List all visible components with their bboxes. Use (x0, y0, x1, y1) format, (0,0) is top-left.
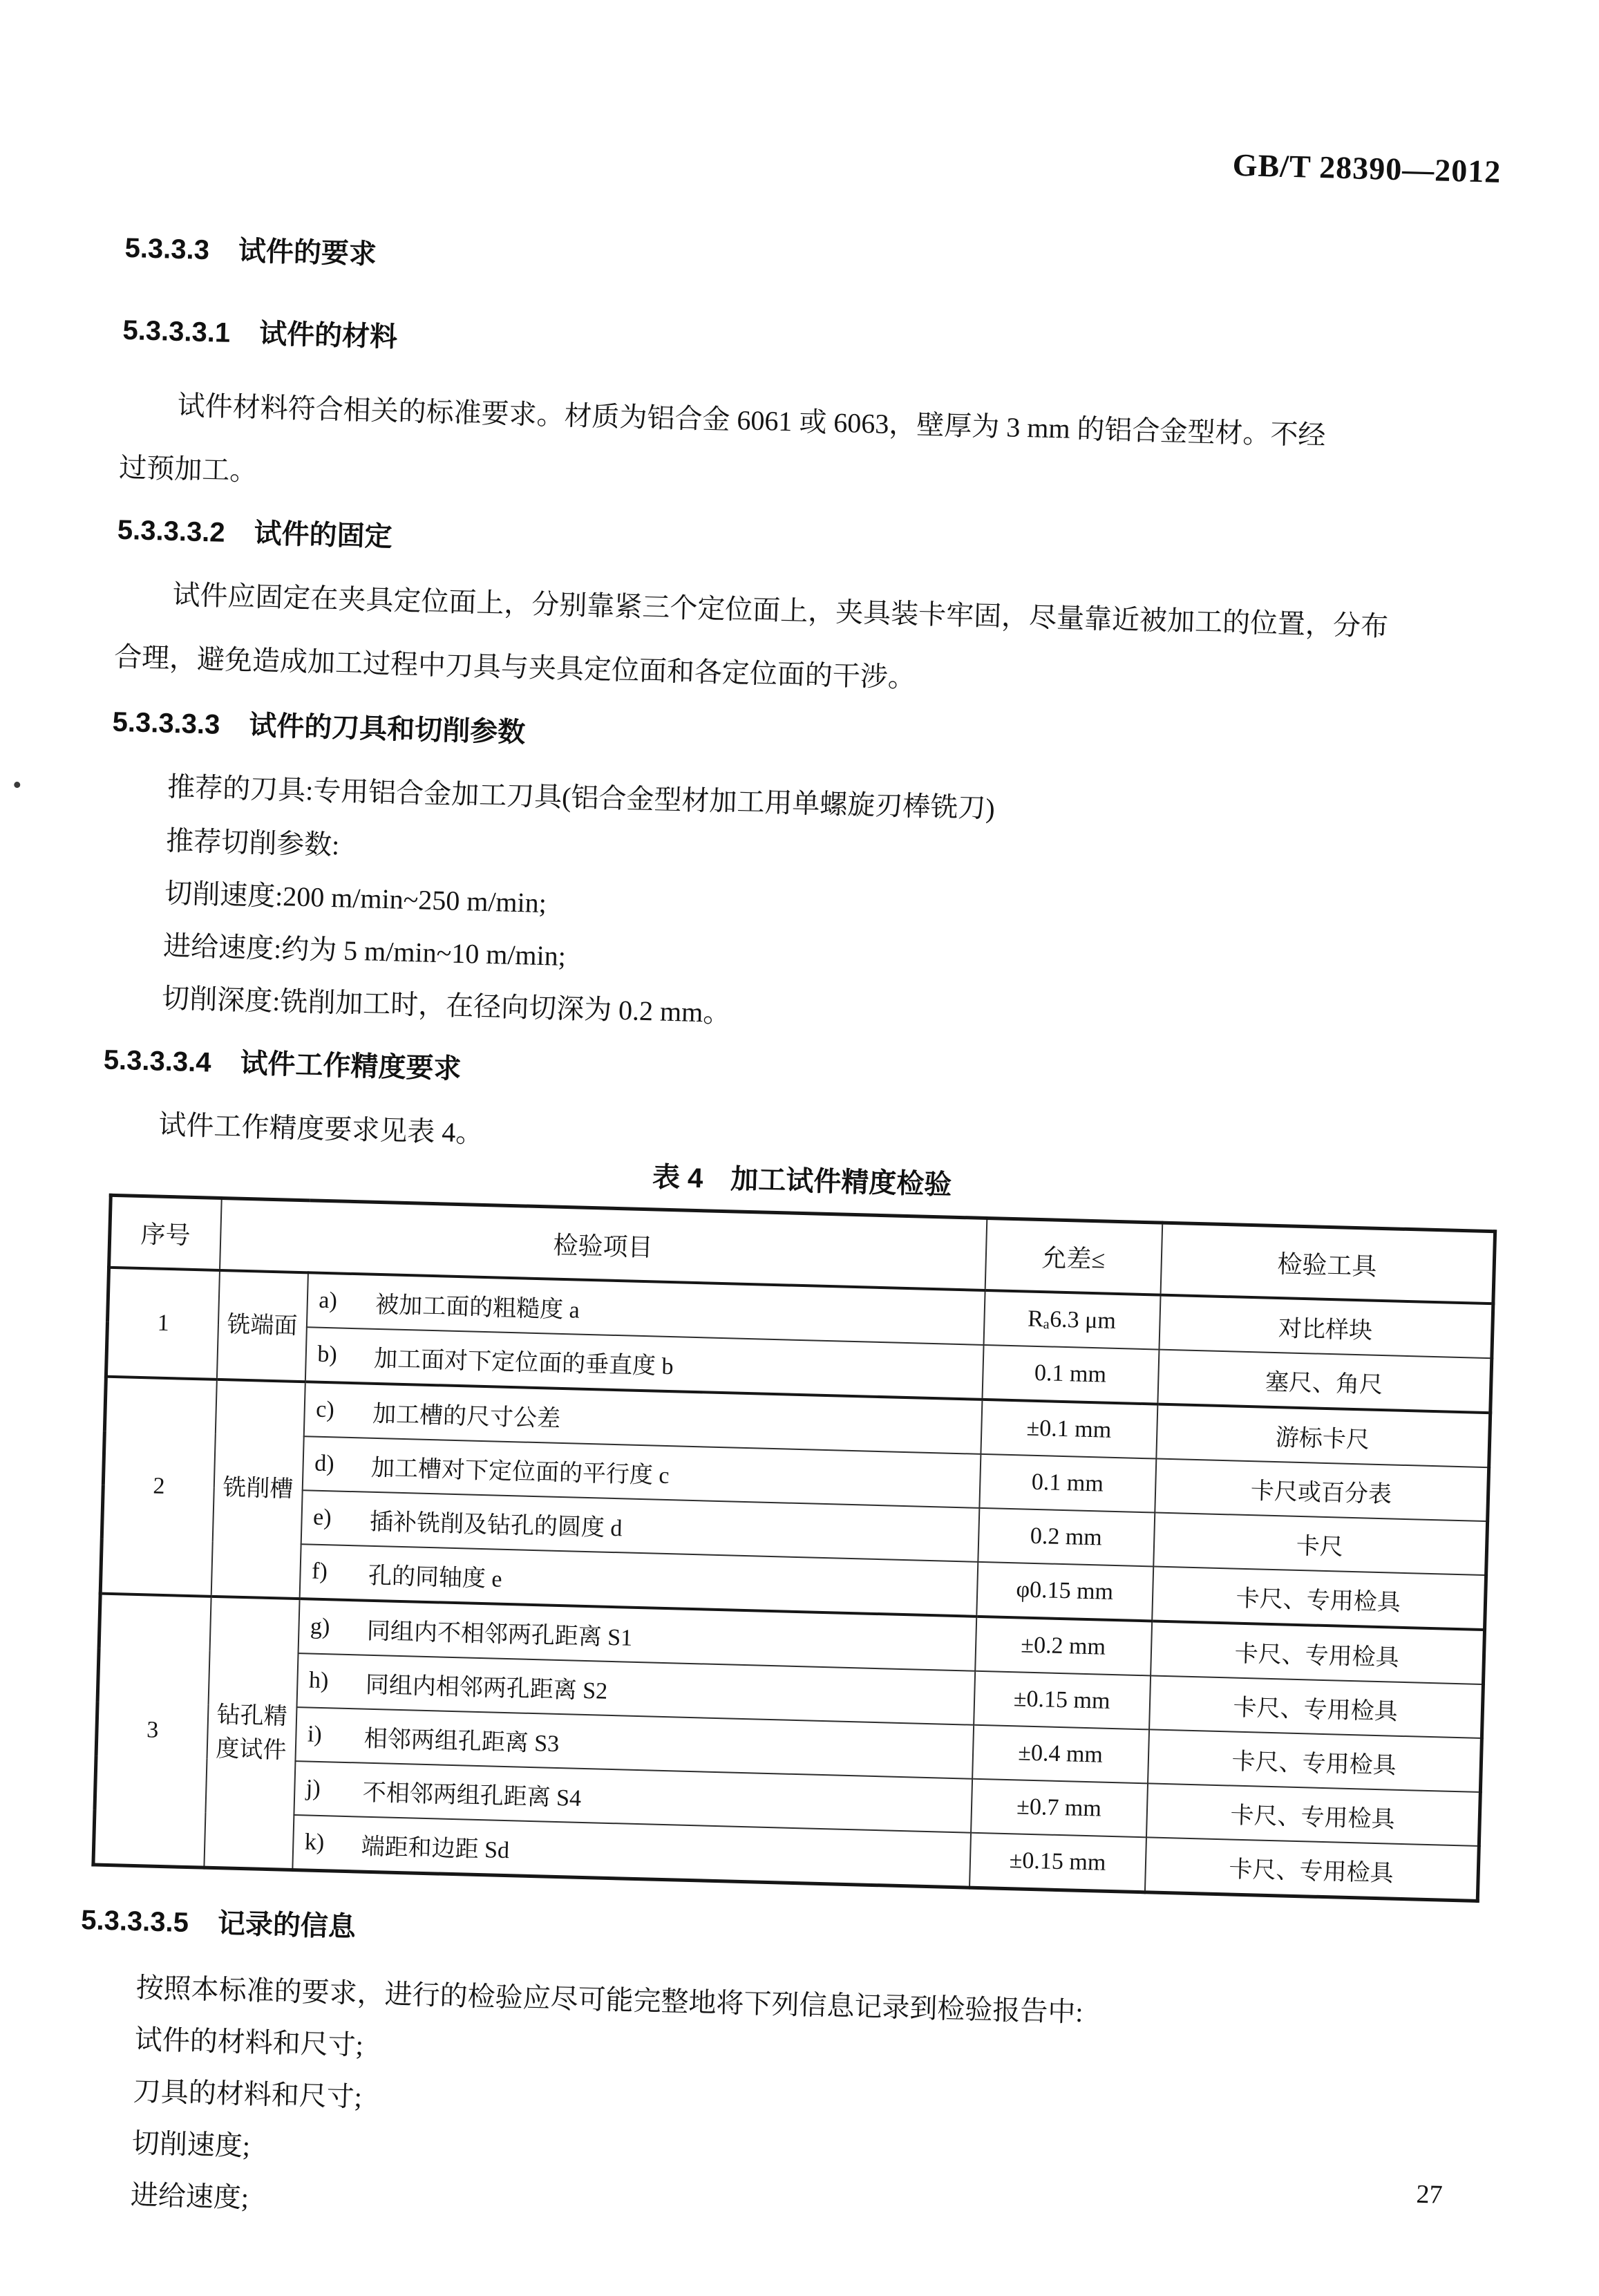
tolerance-cell: ±0.4 mm (972, 1725, 1149, 1784)
heading-number: 5.3.3.3.4 (103, 1044, 212, 1078)
item-text: 不相邻两组孔距离 S4 (362, 1780, 582, 1812)
paragraph-line: 按照本标准的要求，进行的检验应尽可能完整地将下列信息记录到检验报告中: (135, 1972, 1084, 2029)
item-text: 被加工面的粗糙度 a (375, 1292, 580, 1324)
tool-cell: 卡尺、专用检具 (1149, 1675, 1484, 1738)
item-key: b) (316, 1341, 338, 1368)
paragraph-line: 试件材料符合相关的标准要求。材质为铝合金 6061 或 6063，壁厚为 3 mm 的铝合金型材。不经 (177, 389, 1326, 451)
item-text: 端距和边距 Sd (361, 1834, 510, 1863)
paragraph-line: 推荐的刀具:专用铝合金加工刀具(铝合金型材加工用单螺旋刃棒铣刀) (167, 771, 996, 825)
heading-53333 (112, 700, 526, 751)
item-key: i) (307, 1721, 323, 1748)
scan-speck (14, 782, 20, 788)
tolerance-cell: φ0.15 mm (976, 1562, 1153, 1621)
item-key: h) (308, 1667, 329, 1694)
heading-5333 (124, 226, 377, 272)
paragraph-line: 试件工作精度要求见表 4。 (158, 1109, 484, 1149)
tool-cell: 卡尺、专用检具 (1152, 1566, 1486, 1630)
tool-cell: 游标卡尺 (1156, 1404, 1491, 1468)
tolerance-cell: ±0.1 mm (981, 1400, 1157, 1459)
heading-number: 5.3.3.3.3 (112, 706, 220, 740)
col-header-tolerance: 允差≤ (985, 1218, 1162, 1295)
paragraph-line: 合理，避免造成加工过程中刀具与夹具定位面和各定位面的干涉。 (113, 641, 916, 694)
tool-cell: 对比样块 (1159, 1295, 1493, 1359)
serial-cell: 3 (93, 1594, 211, 1868)
heading-number: 5.3.3.3.2 (117, 514, 226, 548)
item-text: 同组内不相邻两孔距离 S1 (366, 1618, 633, 1651)
category-cell: 钻孔精度试件 (204, 1597, 299, 1870)
item-key: j) (305, 1775, 321, 1802)
item-text: 加工面对下定位面的垂直度 b (373, 1346, 674, 1380)
paragraph-line: 切削速度:200 m/min~250 m/min; (164, 877, 547, 919)
tolerance-cell: ±0.2 mm (975, 1617, 1152, 1676)
item-key: d) (314, 1450, 335, 1477)
tolerance-cell: ±0.7 mm (971, 1779, 1148, 1838)
serial-cell: 2 (100, 1377, 216, 1597)
col-header-item: 检验项目 (219, 1198, 986, 1290)
heading-title: 试件工作精度要求 (239, 1048, 462, 1084)
col-header-serial: 序号 (109, 1195, 222, 1270)
list-item-line: 刀具的材料和尺寸; (133, 2076, 363, 2113)
heading-number: 5.3.3.3.5 (80, 1905, 189, 1939)
heading-number: 5.3.3.3.1 (122, 314, 231, 348)
heading-53331 (122, 308, 398, 355)
heading-title: 试件的刀具和切削参数 (248, 710, 526, 749)
list-item-line: 进给速度; (130, 2179, 249, 2214)
serial-cell: 1 (106, 1268, 219, 1380)
heading-title: 试件的要求 (238, 236, 377, 270)
tolerance-cell: ±0.15 mm (974, 1671, 1151, 1730)
heading-53332 (117, 508, 392, 554)
heading-title: 记录的信息 (217, 1908, 357, 1943)
table-4 (91, 1194, 1497, 1903)
tool-cell: 卡尺、专用检具 (1151, 1621, 1485, 1684)
list-item-line: 切削速度; (131, 2127, 251, 2162)
paragraph-line: 试件应固定在夹具定位面上，分别靠紧三个定位面上，夹具装卡牢固，尽量靠近被加工的位置，分布 (171, 578, 1389, 642)
item-key: e) (312, 1504, 332, 1531)
table-4-title: 表 4 加工试件精度检验 (652, 1162, 952, 1201)
tolerance-cell: Rₐ6.3 μm (983, 1290, 1160, 1350)
heading-53335 (81, 1898, 357, 1944)
paragraph-line: 进给速度:约为 5 m/min~10 m/min; (162, 930, 567, 972)
item-text: 相邻两组孔距离 S3 (363, 1726, 560, 1757)
tool-cell: 塞尺、角尺 (1157, 1350, 1492, 1413)
heading-title: 试件的固定 (254, 518, 393, 553)
tool-cell: 卡尺或百分表 (1155, 1459, 1489, 1522)
item-text: 孔的同轴度 e (368, 1563, 503, 1592)
tolerance-cell: 0.1 mm (982, 1345, 1159, 1404)
item-key: a) (318, 1287, 338, 1314)
tolerance-cell: ±0.15 mm (969, 1833, 1146, 1892)
tolerance-cell: 0.2 mm (978, 1508, 1155, 1567)
item-key: f) (311, 1558, 328, 1585)
item-key: c) (315, 1396, 335, 1423)
item-key: k) (304, 1829, 325, 1856)
category-cell: 铣端面 (216, 1270, 308, 1382)
page-number: 27 (1416, 2179, 1444, 2210)
item-text: 插补铣削及钻孔的圆度 d (369, 1509, 623, 1541)
tool-cell: 卡尺、专用检具 (1148, 1729, 1482, 1792)
tool-cell: 卡尺 (1153, 1512, 1488, 1575)
standard-code-header: GB/T 28390—2012 (1232, 147, 1502, 189)
paragraph-line: 过预加工。 (118, 451, 258, 487)
col-header-tool: 检验工具 (1160, 1223, 1495, 1304)
list-item-line: 试件的材料和尺寸; (134, 2024, 364, 2061)
paragraph-line: 切削深度:铣削加工时，在径向切深为 0.2 mm。 (161, 982, 731, 1029)
item-key: g) (310, 1613, 330, 1640)
item-text: 加工槽对下定位面的平行度 c (370, 1455, 670, 1489)
tolerance-cell: 0.1 mm (979, 1454, 1156, 1513)
paragraph-line: 推荐切削参数: (165, 825, 340, 861)
heading-53334 (103, 1037, 462, 1086)
heading-title: 试件的材料 (258, 318, 398, 353)
item-text: 加工槽的尺寸公差 (372, 1401, 561, 1432)
heading-number: 5.3.3.3 (124, 232, 210, 266)
category-cell: 铣削槽 (211, 1380, 305, 1599)
item-text: 同组内相邻两孔距离 S2 (365, 1672, 608, 1704)
tool-cell: 卡尺、专用检具 (1146, 1783, 1480, 1846)
tool-cell: 卡尺、专用检具 (1144, 1837, 1479, 1901)
